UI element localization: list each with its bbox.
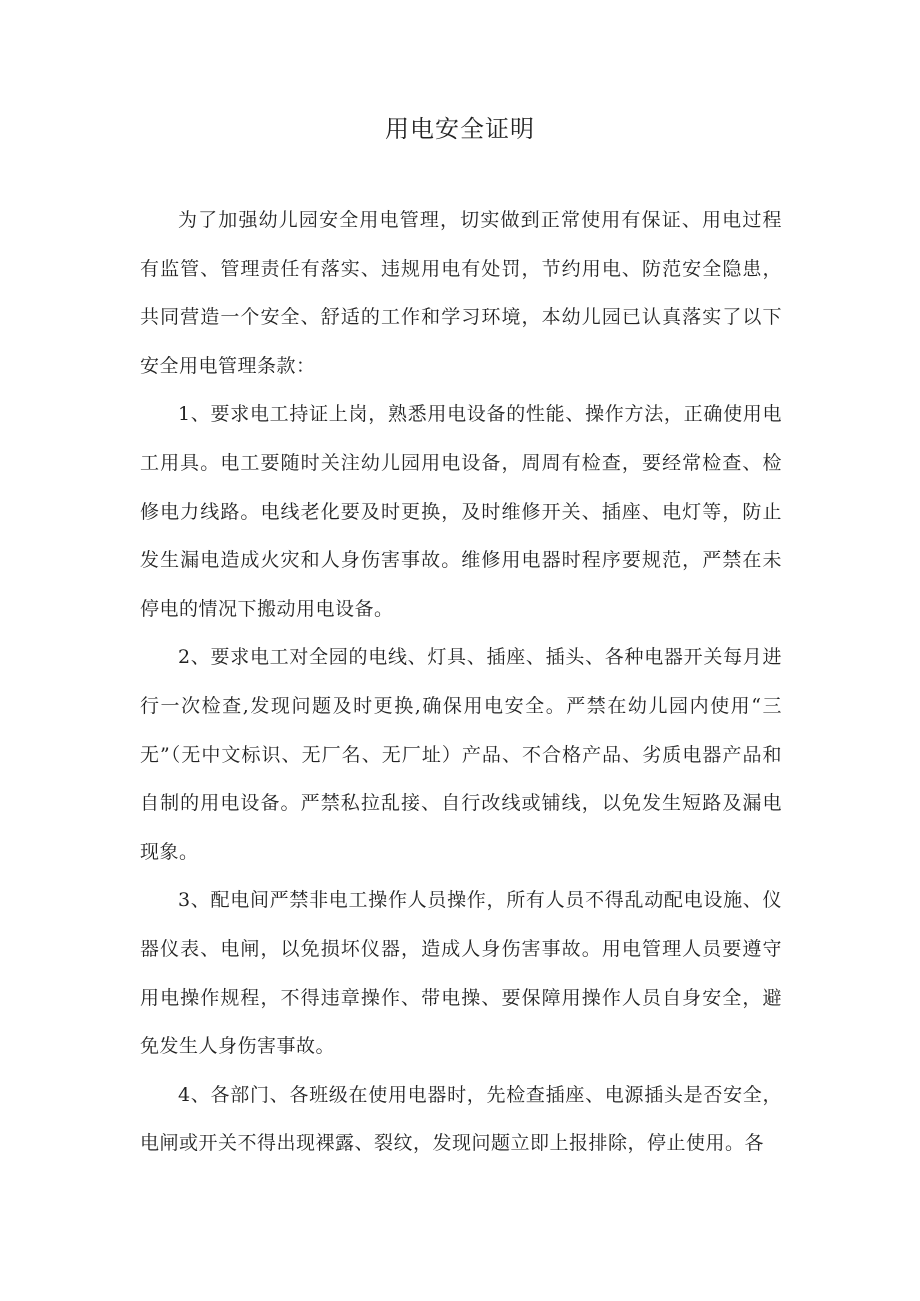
document-title: 用电安全证明	[385, 115, 535, 143]
paragraph-clause-3: 3、配电间严禁非电工操作人员操作，所有人员不得乱动配电设施、仪器仪表、电闸，以免损坏仪器，造成人身伤害事故。用电管理人员要遵守用电操作规程，不得违章操作、带电操、要保障用操作人员自身安全，避免发生人身伤害事故。	[140, 889, 782, 1058]
paragraph-clause-2: 2、要求电工对全园的电线、灯具、插座、插头、各种电器开关每月进行一次检查,发现问题及时更换,确保用电安全。严禁在幼儿园内使用“三无”（无中文标识、无厂名、无厂址）产品、不合格产品、劣质电器产品和自制的用电设备。严禁私拉乱接、自行改线或铺线，以免发生短路及漏电现象。	[140, 646, 782, 863]
paragraph-clause-1: 1、要求电工持证上岗，熟悉用电设备的性能、操作方法，正确使用电工用具。电工要随时关注幼儿园用电设备，周周有检查，要经常检查、检修电力线路。电线老化要及时更换，及时维修开关、插座、电灯等，防止发生漏电造成火灾和人身伤害事故。维修用电器时程序要规范，严禁在未停电的情况下搬动用电设备。	[140, 403, 782, 620]
paragraph-intro: 为了加强幼儿园安全用电管理，切实做到正常使用有保证、用电过程有监管、管理责任有落实、违规用电有处罚，节约用电、防范安全隐患，共同营造一个安全、舒适的工作和学习环境，本幼儿园已认真落实了以下安全用电管理条款：	[140, 209, 782, 377]
paragraph-clause-4: 4、各部门、各班级在使用电器时，先检查插座、电源插头是否安全，电闸或开关不得出现裸露、裂纹，发现问题立即上报排除，停止使用。各	[140, 1083, 782, 1155]
document-body	[140, 196, 782, 1168]
